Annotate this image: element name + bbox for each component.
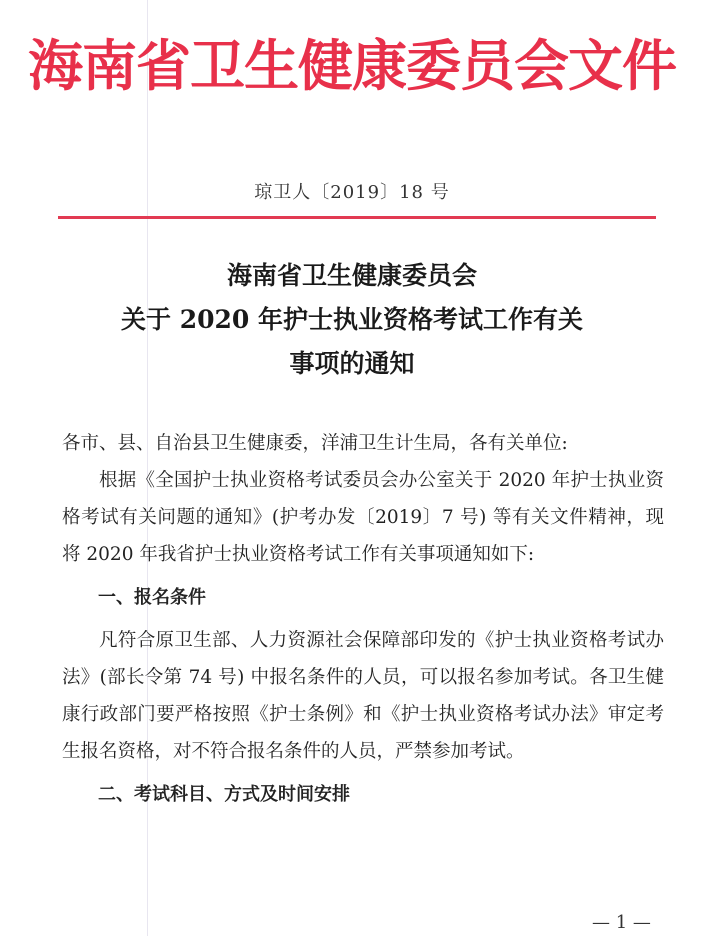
notice-title-line-2: 关于 2020 年护士执业资格考试工作有关 (121, 305, 583, 334)
intro-paragraph: 根据《全国护士执业资格考试委员会办公室关于 2020 年护士执业资格考试有关问题的通知》(护考办发〔2019〕7 号) 等有关文件精神，现将 2020 年我省护士执业资格考试工作有关事项通知如下: (62, 470, 664, 565)
notice-title (0, 254, 704, 386)
section-1-heading: 一、报名条件 (98, 587, 206, 608)
document-body (62, 425, 664, 813)
salutation: 各市、县、自治县卫生健康委，洋浦卫生计生局，各有关单位: (62, 433, 568, 454)
notice-title-line-3: 事项的通知 (289, 349, 415, 378)
section-2-heading: 二、考试科目、方式及时间安排 (98, 784, 350, 805)
red-divider-rule (58, 216, 656, 219)
document-header-title: 海南省卫生健康委员会文件 (27, 34, 676, 98)
section-1-paragraph: 凡符合原卫生部、人力资源社会保障部印发的《护士执业资格考试办法》(部长令第 74 号) 中报名条件的人员，可以报名参加考试。各卫生健康行政部门要严格按照《护士条例》和《护士执业资格考试办法》审定考生报名资格，对不符合报名条件的人员，严禁参加考试。 (62, 630, 664, 762)
notice-title-line-1: 海南省卫生健康委员会 (226, 261, 477, 290)
page-number: — 1 — (592, 912, 651, 933)
document-number: 琼卫人〔2019〕18 号 (254, 182, 450, 203)
